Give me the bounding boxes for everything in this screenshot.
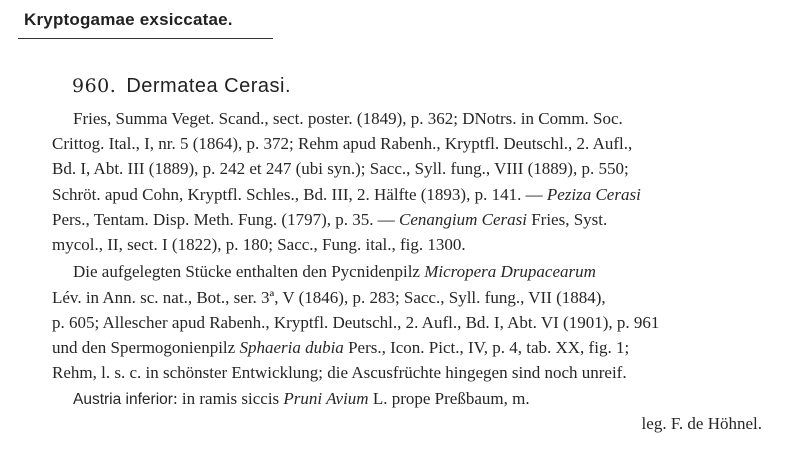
species-name: Dermatea Cerasi. [126,75,292,97]
entry-title [72,75,291,98]
collection-header: Kryptogamae exsiccatae. [24,10,233,29]
locality-line: Austria inferior: in ramis siccis Pruni Avium L. prope Preßbaum, m. [73,389,530,408]
region-label: Austria inferior [73,391,173,408]
synonymy-line-5: Pers., Tentam. Disp. Meth. Fung. (1797), p. 35. — Cenangium Cerasi Fries, Syst. [52,210,608,229]
taxon-name: Sphaeria dubia [239,338,344,357]
synonymy-line-4: Schröt. apud Cohn, Kryptfl. Schles., Bd. III, 2. Hälfte (1893), p. 141. — Peziza Cerasi [52,185,641,204]
entry-number: 960. [72,75,117,97]
note-line-1: Die aufgelegten Stücke enthalten den Pycnidenpilz Micropera Drupacearum [73,262,596,281]
synonymy-line-3: Bd. I, Abt. III (1889), p. 242 et 247 (ubi syn.); Sacc., Syll. fung., VIII (1889), p. 550; [52,159,629,178]
taxon-name: Peziza Cerasi [546,185,641,204]
note-line-3: p. 605; Allescher apud Rabenh., Kryptfl. Deutschl., 2. Aufl., Bd. I, Abt. VI (1901), p. 961 [52,313,660,332]
synonymy-line-1: Fries, Summa Veget. Scand., sect. poster. (1849), p. 362; DNotrs. in Comm. Soc. [73,109,623,128]
note-line-4: und den Spermogonienpilz Sphaeria dubia Pers., Icon. Pict., IV, p. 4, tab. XX, fig. 1; [52,338,630,357]
host-name: Pruni Avium [283,389,369,408]
note-line-2: Lév. in Ann. sc. nat., Bot., ser. 3ª, V (1846), p. 283; Sacc., Syll. fung., VII (1884), [52,288,606,307]
taxon-name: Micropera Drupacearum [424,262,596,281]
collector-signature: leg. F. de Höhnel. [641,414,762,433]
header-underline [18,38,273,39]
taxon-name: Cenangium Cerasi [398,210,527,229]
synonymy-line-6: mycol., II, sect. I (1822), p. 180; Sacc., Fung. ital., fig. 1300. [52,235,466,254]
note-line-5: Rehm, l. s. c. in schönster Entwicklung; die Ascusfrüchte hingegen sind noch unreif. [52,363,627,382]
synonymy-line-2: Crittog. Ital., I, nr. 5 (1864), p. 372; Rehm apud Rabenh., Kryptfl. Deutschl., 2. Aufl., [52,134,633,153]
